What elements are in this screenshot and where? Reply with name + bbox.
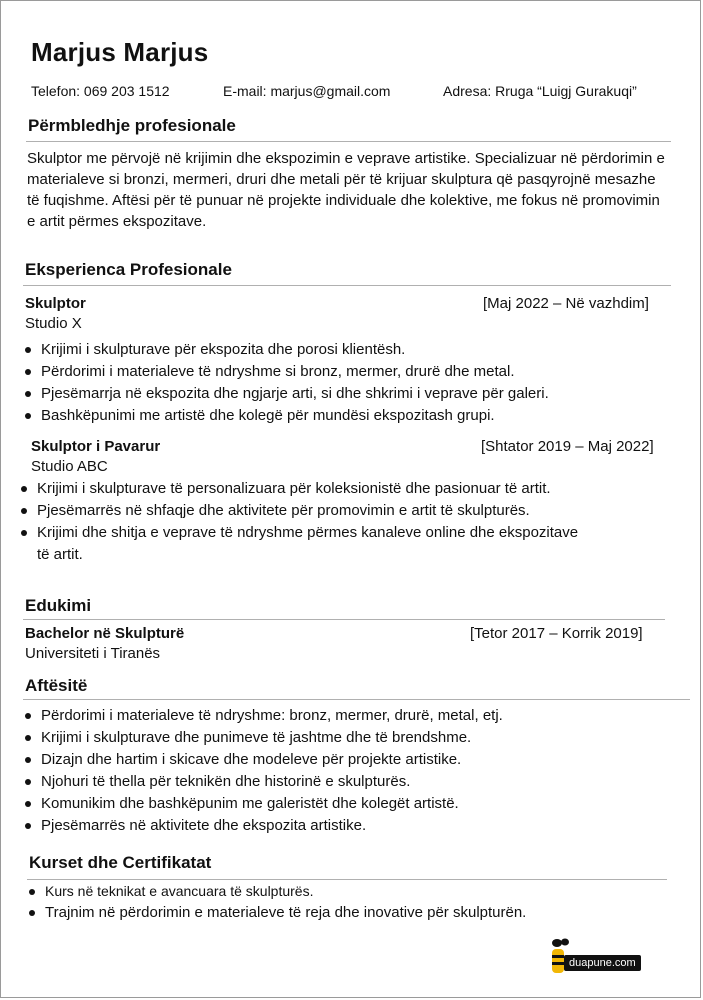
list-item: Kurs në teknikat e avancuara të skulpturës.: [27, 881, 667, 902]
experience-heading: Eksperienca Profesionale: [25, 260, 232, 279]
education-divider: [23, 619, 665, 620]
list-item: Njohuri të thella për teknikën dhe historinë e skulpturës.: [23, 771, 663, 793]
school-name: Universiteti i Tiranës: [25, 645, 161, 662]
list-item: Krijimi i skulpturave të personalizuara për koleksionistë dhe pasionuar të artit.: [19, 478, 579, 500]
education-heading: Edukimi: [25, 596, 92, 615]
skills-heading: Aftësitë: [25, 676, 88, 695]
courses-heading: Kurset dhe Certifikatat: [29, 853, 212, 872]
list-item: Bashkëpunimi me artistë dhe kolegë për mundësi ekspozitash grupi.: [23, 405, 663, 427]
job-title: Skulptor: [25, 295, 86, 312]
duapune-logo: [550, 935, 660, 975]
list-item: Përdorimi i materialeve të ndryshme: bronz, mermer, drurë, metal, etj.: [23, 705, 663, 727]
email-text: E-mail: marjus@gmail.com: [223, 83, 391, 99]
summary-divider: [26, 141, 671, 142]
degree-title: Bachelor në Skulpturë: [25, 625, 185, 642]
list-item: Trajnim në përdorimin e materialeve të reja dhe inovative për skulpturën.: [27, 902, 667, 923]
list-item: Pjesëmarrës në shfaqje dhe aktivitete për promovimin e artit të skulpturës.: [19, 500, 579, 522]
courses-list: [27, 881, 667, 923]
summary-heading: Përmbledhje profesionale: [28, 116, 236, 135]
job-duties-list: [23, 339, 663, 427]
list-item: Përdorimi i materialeve të ndryshme si bronz, mermer, drurë dhe metal.: [23, 361, 663, 383]
list-item: Krijimi dhe shitja e veprave të ndryshme përmes kanaleve online dhe ekspozitave të artit.: [19, 522, 579, 566]
job-duties-list: [19, 478, 579, 566]
skills-divider: [23, 699, 690, 700]
courses-divider: [27, 879, 667, 880]
list-item: Dizajn dhe hartim i skicave dhe modeleve për projekte artistike.: [23, 749, 663, 771]
list-item: Krijimi i skulpturave dhe punimeve të jashtme dhe të brendshme.: [23, 727, 663, 749]
education-date: [Tetor 2017 – Korrik 2019]: [470, 625, 643, 642]
job-title: Skulptor i Pavarur: [31, 438, 161, 455]
list-item: Komunikim dhe bashkëpunim me galeristët dhe kolegët artistë.: [23, 793, 663, 815]
candidate-name: Marjus Marjus: [31, 37, 209, 67]
phone-text: Telefon: 069 203 1512: [31, 83, 170, 99]
job-date: [Shtator 2019 – Maj 2022]: [481, 438, 654, 455]
job-organization: Studio ABC: [31, 458, 108, 475]
job-date: [Maj 2022 – Në vazhdim]: [483, 295, 649, 312]
summary-text: Skulptor me përvojë në krijimin dhe ekspozimin e veprave artistike. Specializuar në përdorimin e materialeve si bronzi, mermeri, druri dhe metali për të krijuar skulptura që pasqyrojnë mesazhe të fuqishme. Aftësi për të punuar në projekte individuale dhe kolektive, me fokus në promovimin e artit përmes ekspozitave.: [27, 150, 665, 230]
address-text: Adresa: Rruga “Luigj Gurakuqi”: [443, 83, 637, 99]
list-item: Krijimi i skulpturave për ekspozita dhe porosi klientësh.: [23, 339, 663, 361]
logo-text: duapune.com: [564, 955, 641, 971]
list-item: Pjesëmarrja në ekspozita dhe ngjarje arti, si dhe shkrimi i veprave për galeri.: [23, 383, 663, 405]
list-item: Pjesëmarrës në aktivitete dhe ekspozita artistike.: [23, 815, 663, 837]
experience-divider: [23, 285, 671, 286]
skills-list: [23, 705, 663, 837]
job-organization: Studio X: [25, 315, 82, 332]
